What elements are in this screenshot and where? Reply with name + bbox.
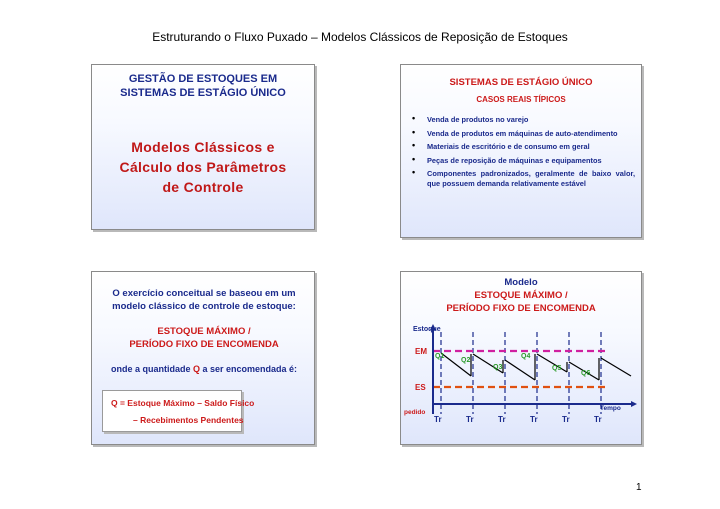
x-axis-label: Tempo [600, 405, 621, 412]
y-axis-label: Estoque [413, 326, 441, 333]
where-suffix: a ser encomendada é: [199, 364, 298, 374]
slide2-title: SISTEMAS DE ESTÁGIO ÚNICO [449, 77, 593, 88]
order-label: pedido [404, 409, 426, 416]
slide4-title: Modelo [504, 277, 538, 288]
formula-line2: – Recebimentos Pendentes [133, 415, 244, 425]
where-q: Q [192, 364, 200, 374]
quantity-label: Q3 [493, 364, 503, 371]
where-prefix: onde a quantidade [110, 364, 193, 374]
page-number: 1 [636, 482, 642, 493]
stock-chart [401, 272, 643, 446]
slide-concept [91, 271, 315, 445]
stock-line-segment [505, 360, 535, 380]
quantity-label: Q2 [461, 357, 471, 364]
period-label: Tr [434, 415, 442, 424]
period-label: Tr [498, 415, 506, 424]
slide3-intro-line2: modelo clássico de controle de estoque: [112, 301, 296, 312]
list-item-text: Venda de produtos em máquinas de auto-atendimento [427, 128, 618, 138]
slide-single-stage [400, 64, 642, 238]
slide-model-chart [400, 271, 642, 445]
x-axis-arrow [631, 401, 637, 407]
list-item [409, 115, 635, 125]
period-label: Tr [562, 415, 570, 424]
quantity-label: Q6 [581, 370, 591, 377]
bullet-icon: • [412, 153, 416, 164]
list-item-text: Venda de produtos no varejo [427, 115, 529, 124]
formula-line1: Q = Estoque Máximo – Saldo Físico [111, 398, 255, 408]
list-item [409, 153, 635, 166]
slide4-model-line2: PERÍODO FIXO DE ENCOMENDA [446, 303, 596, 314]
period-label: Tr [466, 415, 474, 424]
slide3-intro [98, 287, 310, 313]
slide3-intro-line1: O exercício conceitual se baseou em um [112, 288, 296, 299]
list-item-text: Materiais de escritório e de consumo em geral [427, 142, 590, 151]
page-header: Estruturando o Fluxo Puxado – Modelos Clássicos de Reposição de Estoques [152, 30, 568, 44]
slide1-heading-line2: SISTEMAS DE ESTÁGIO ÚNICO [120, 87, 286, 99]
period-label: Tr [594, 415, 602, 424]
bullet-icon: • [412, 167, 416, 177]
slide2-subtitle: CASOS REAIS TÍPICOS [476, 95, 566, 104]
slide1-title [92, 137, 314, 197]
slide1-title-line3: de Controle [162, 179, 244, 195]
slide1-heading [92, 72, 314, 100]
list-item [409, 169, 635, 188]
slide1-title-line1: Modelos Clássicos e [131, 139, 275, 155]
slide4-model-line1: ESTOQUE MÁXIMO / [474, 290, 568, 301]
period-label: Tr [530, 415, 538, 424]
slide1-heading-line1: GESTÃO DE ESTOQUES EM [128, 73, 278, 85]
slide1-title-line2: Cálculo dos Parâmetros [119, 159, 287, 175]
slide3-model-line2: PERÍODO FIXO DE ENCOMENDA [129, 339, 279, 350]
slide3-where [94, 364, 314, 374]
list-item [409, 126, 635, 139]
bullet-icon: • [412, 126, 416, 137]
quantity-label: Q5 [552, 365, 562, 372]
quantity-label: Q1 [435, 353, 445, 360]
list-item-text: Componentes padronizados, geralmente de baixo valor, que possuem demanda relativamente estável [427, 169, 635, 188]
list-item [409, 142, 635, 152]
bullet-icon: • [412, 113, 416, 123]
slide3-model [98, 325, 310, 351]
formula-box [102, 390, 255, 432]
stock-line-segment [601, 358, 631, 376]
slide-title [91, 64, 315, 230]
em-label: EM [415, 347, 427, 356]
list-item-text: Peças de reposição de máquinas e equipamentos [427, 155, 602, 165]
cases-list [409, 115, 635, 192]
es-label: ES [415, 383, 426, 392]
quantity-label: Q4 [521, 353, 531, 360]
bullet-icon: • [412, 140, 416, 150]
slide3-model-line1: ESTOQUE MÁXIMO / [157, 326, 251, 337]
